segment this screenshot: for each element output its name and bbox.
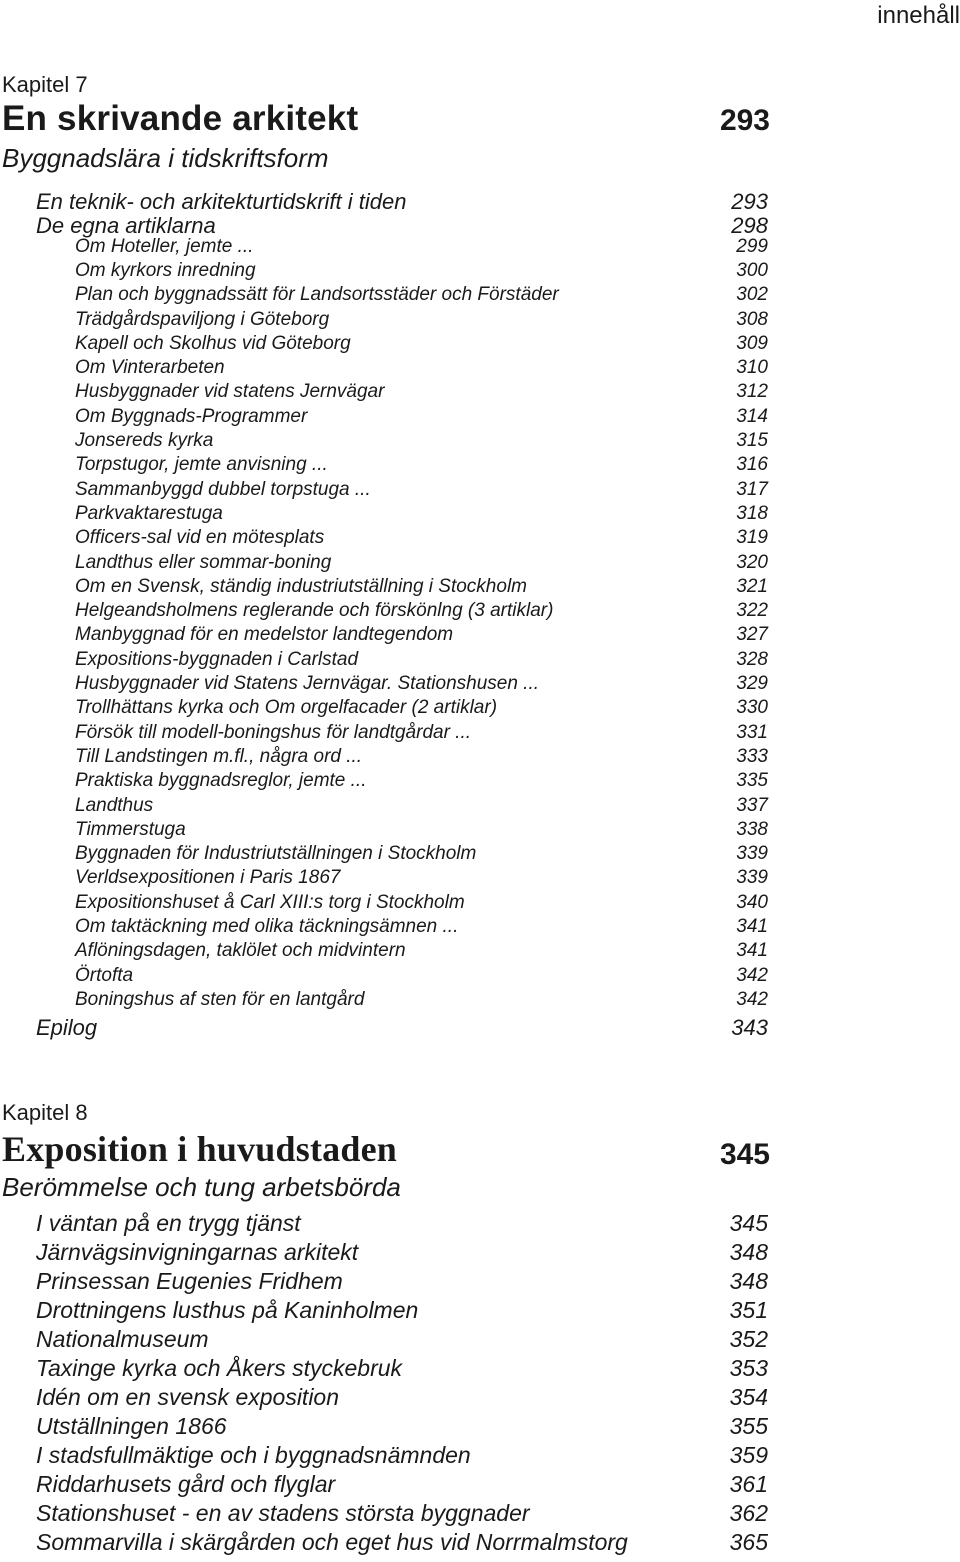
toc-entry-page: 345 [729,1210,768,1236]
toc-entry [0,1500,960,1524]
toc-entry-page: 308 [736,308,768,330]
toc-entry [0,795,960,819]
toc-entry [0,892,960,916]
toc-entry [0,479,960,503]
toc-entry [0,357,960,381]
toc-entry [0,454,960,478]
toc-entry-title: Taxinge kyrka och Åkers styckebruk [36,1355,403,1381]
toc-entry-title: Helgeandsholmens reglerande och förskönlng (3 artiklar) [75,600,554,622]
toc-entry-page: 339 [736,843,768,865]
chapter-title: Exposition i huvudstaden [2,1129,397,1169]
toc-entry [0,916,960,940]
toc-entry-page: 348 [729,1239,768,1265]
toc-entry-title: I väntan på en trygg tjänst [36,1210,301,1236]
toc-entry [0,430,960,454]
toc-entry [0,211,960,239]
toc-entry [0,1413,960,1437]
chapter-page-number: 293 [719,104,770,137]
toc-entry [0,236,960,260]
toc-entry [0,1210,960,1234]
toc-entry-title: Om taktäckning med olika täckningsämnen ... [75,916,459,937]
toc-entry-title: Boningshus af sten för en lantgård [75,988,365,1010]
toc-entry-page: 319 [736,527,768,549]
toc-entry [0,260,960,284]
toc-entry-title: Trädgårdspaviljong i Göteborg [75,308,330,330]
toc-entry [0,576,960,600]
toc-entry-title: Om Hoteller, jemte ... [75,235,254,257]
toc-entry-page: 298 [731,213,768,239]
toc-entry-page: 320 [736,551,768,573]
toc-entry-title: Om Byggnads-Programmer [75,405,308,427]
toc-entry-title: Järnvägsinvigningarnas arkitekt [36,1239,359,1265]
toc-entry-title: Örtofta [75,964,134,986]
toc-entry-title: Om kyrkors inredning [75,259,256,281]
toc-entry-page: 335 [736,770,768,792]
toc-entry-title: Utställningen 1866 [36,1413,227,1439]
toc-entry-title: Husbyggnader vid Statens Jernvägar. Stationshusen ... [75,673,540,694]
toc-entry-title: Om Vinterarbeten [75,357,225,379]
toc-entry [0,1442,960,1466]
toc-entry-page: 338 [736,818,768,840]
toc-entry-page: 354 [729,1384,768,1410]
toc-entry-title: Landthus [75,794,154,816]
toc-entry-title: Officers-sal vid en mötesplats [75,527,325,549]
toc-entry [0,697,960,721]
toc-entry-title: Manbyggnad för en medelstor landtegendom [75,624,454,646]
toc-entry-title: Stationshuset - en av stadens största byggnader [36,1500,530,1526]
toc-entry [0,333,960,357]
toc-entry-page: 321 [736,575,768,597]
toc-entry-page: 329 [736,673,768,694]
toc-entry [0,819,960,843]
toc-entry-page: 353 [729,1355,768,1381]
toc-entry-title: Parkvaktarestuga [75,502,223,524]
toc-entry-title: De egna artiklarna [36,213,216,239]
toc-entry [0,503,960,527]
toc-entry [0,600,960,624]
toc-entry-page: 341 [736,940,768,962]
toc-entry [0,187,960,214]
toc-entry [0,552,960,576]
toc-entry-title: Praktiska byggnadsreglor, jemte ... [75,770,367,792]
chapter-subtitle: Berömmelse och tung arbetsbörda [2,1172,401,1202]
toc-entry-title: Riddarhusets gård och flyglar [36,1471,336,1497]
toc-entry-title: Trollhättans kyrka och Om orgelfacader (2 artiklar) [75,697,498,719]
toc-entry [0,843,960,867]
toc-entry-page: 293 [731,189,768,214]
toc-entry-title: Drottningens lusthus på Kaninholmen [36,1297,419,1323]
toc-entry [0,940,960,964]
toc-entry-page: 337 [736,794,768,816]
toc-entry [0,989,960,1013]
toc-entry [0,381,960,405]
toc-entry [0,867,960,891]
toc-entry-page: 312 [736,381,768,403]
toc-entry-page: 333 [736,745,768,767]
toc-entry-page: 300 [736,259,768,281]
toc-entry [0,770,960,794]
toc-entry-title: Jonsereds kyrka [75,430,214,451]
toc-entry [0,1268,960,1292]
toc-entry-page: 339 [736,867,768,889]
toc-entry-page: 317 [736,478,768,500]
toc-entry [0,624,960,648]
toc-entry-title: Husbyggnader vid statens Jernvägar [75,381,385,403]
toc-entry-title: Nationalmuseum [36,1326,209,1352]
toc-entry-page: 299 [736,235,768,257]
toc-entry [0,309,960,333]
toc-entry-page: 365 [729,1529,768,1555]
toc-entry-page: 302 [736,284,768,306]
toc-entry [0,673,960,697]
toc-entry-page: 331 [736,721,768,743]
chapter-label: Kapitel 7 [2,72,88,97]
section-label: innehåll [877,2,960,29]
toc-entry [0,1326,960,1350]
chapter-subtitle: Byggnadslära i tidskriftsform [2,143,329,173]
toc-entry-page: 340 [736,891,768,913]
toc-entry-page: 361 [729,1471,768,1497]
toc-entry-page: 342 [736,988,768,1010]
toc-entry-page: 318 [736,502,768,524]
toc-entry-page: 322 [736,600,768,622]
toc-entry-title: Till Landstingen m.fl., några ord ... [75,745,363,767]
toc-entry [0,406,960,430]
toc-entry-page: 315 [736,430,768,451]
toc-entry-page: 309 [736,332,768,354]
toc-entry-title: Verldsexpositionen i Paris 1867 [75,867,341,889]
toc-entry-title: I stadsfullmäktige och i byggnadsnämnden [36,1442,471,1468]
toc-entry-title: Kapell och Skolhus vid Göteborg [75,332,351,354]
toc-entry-title: Försök till modell-boningshus för landtgårdar ... [75,721,472,743]
toc-entry [0,1297,960,1321]
toc-entry [0,284,960,308]
toc-entry-page: 359 [729,1442,768,1468]
toc-entry-title: Expositionshuset å Carl XIII:s torg i Stockholm [75,891,465,913]
toc-entry [0,1384,960,1408]
toc-entry [0,722,960,746]
toc-entry-title: Timmerstuga [75,818,186,840]
toc-entry [0,1471,960,1495]
toc-entry-title: Om en Svensk, ständig industriutställning i Stockholm [75,575,527,597]
toc-entry-title: Torpstugor, jemte anvisning ... [75,454,328,476]
toc-entry [0,1239,960,1263]
toc-entry-title: Idén om en svensk exposition [36,1384,340,1410]
toc-entry-page: 328 [736,648,768,670]
toc-entry-title: Prinsessan Eugenies Fridhem [36,1268,343,1294]
toc-entry [0,649,960,673]
toc-entry-title: Sommarvilla i skärgården och eget hus vid Norrmalmstorg [36,1529,628,1555]
toc-entry-title: Expositions-byggnaden i Carlstad [75,648,359,670]
toc-entry-page: 330 [736,697,768,719]
toc-entry [0,965,960,989]
toc-entry [0,746,960,770]
toc-entry-page: 355 [729,1413,768,1439]
toc-entry [0,1355,960,1379]
toc-entry-page: 343 [731,1015,768,1041]
toc-entry-title: Landthus eller sommar-boning [75,551,332,573]
toc-entry-page: 342 [736,964,768,986]
toc-entry-title: En teknik- och arkitekturtidskrift i tiden [36,189,407,214]
chapter-label: Kapitel 8 [2,1100,88,1125]
toc-entry-title: Byggnaden för Industriutställningen i Stockholm [75,843,477,865]
toc-entry-page: 351 [729,1297,768,1323]
toc-entry-title: Aflöningsdagen, taklölet och midvintern [75,940,406,962]
toc-entry-page: 310 [736,357,768,379]
toc-entry-page: 352 [729,1326,768,1352]
toc-entry-page: 314 [736,405,768,427]
toc-entry [0,1013,960,1041]
toc-entry-page: 362 [729,1500,768,1526]
toc-entry-page: 316 [736,454,768,476]
toc-entry [0,527,960,551]
toc-entry-page: 327 [736,624,768,646]
toc-entry-title: Sammanbyggd dubbel torpstuga ... [75,478,371,500]
toc-entry [0,1529,960,1553]
toc-entry-page: 348 [729,1268,768,1294]
chapter-page-number: 345 [719,1138,770,1171]
toc-entry-title: Plan och byggnadssätt för Landsortsstäder och Förstäder [75,284,559,306]
toc-entry-title: Epilog [36,1015,98,1041]
chapter-title: En skrivande arkitekt [2,99,359,138]
toc-entry-page: 341 [736,916,768,937]
